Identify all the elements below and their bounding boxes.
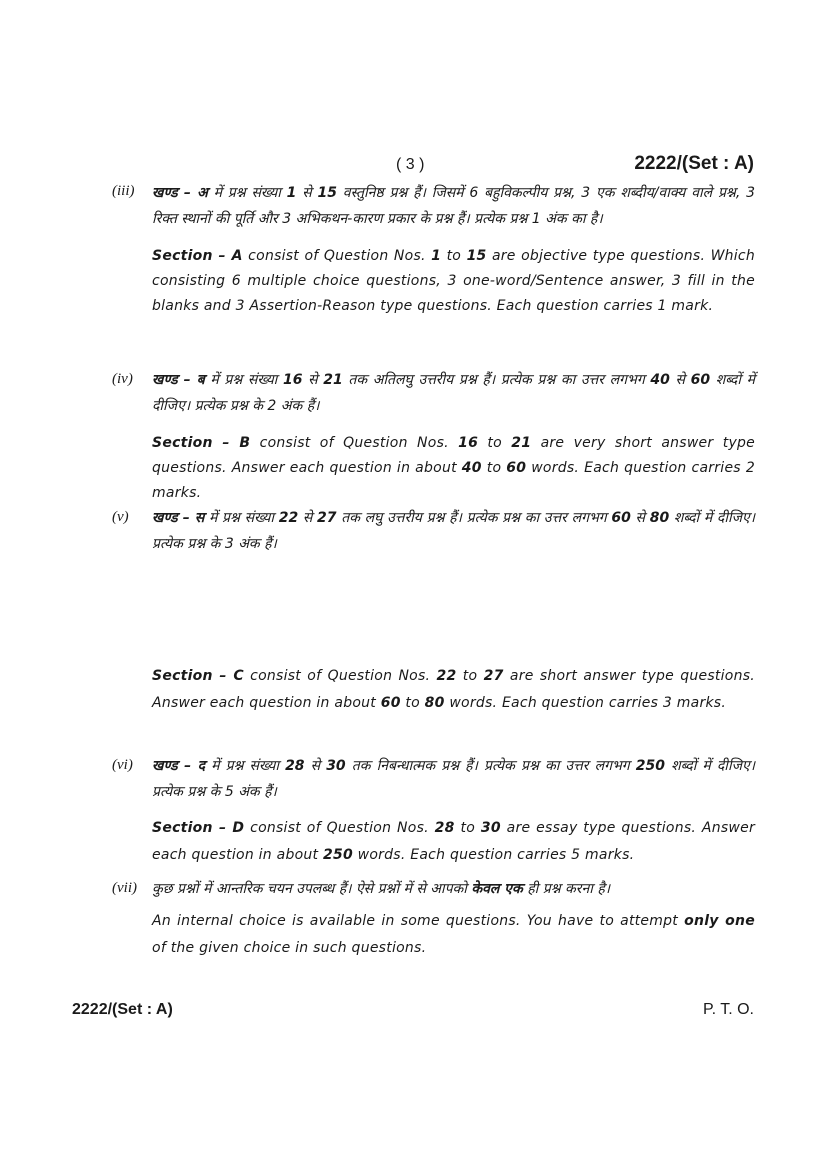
instruction-item-vi — [112, 753, 755, 869]
instruction-item-v — [112, 505, 755, 557]
page-number: ( 3 ) — [396, 156, 425, 173]
instruction-item-vii — [112, 876, 755, 962]
item-numeral: (iv) — [112, 371, 133, 387]
paper-code-footer: 2222/(Set : A) — [72, 1001, 173, 1018]
english-instruction: Section – D consist of Question Nos. 28 to 30 are essay type questions. Answer each question in about 250 words. Each question carries 5 marks. — [152, 820, 755, 863]
item-numeral: (vi) — [112, 757, 133, 773]
hindi-instruction: कुछ प्रश्नों में आन्तरिक चयन उपलब्ध हैं। ऐसे प्रश्नों में से आपको केवल एक ही प्रश्न करना है। — [152, 881, 611, 897]
hindi-instruction: खण्ड – द में प्रश्न संख्या 28 से 30 तक निबन्धात्मक प्रश्न हैं। प्रत्येक प्रश्न का उत्तर लगभग 250 शब्दों में दीजिए। प्रत्येक प्रश्न के 5 अंक हैं। — [152, 758, 755, 800]
english-instruction: An internal choice is available in some questions. You have to attempt only one of the given choice in such questions. — [152, 913, 755, 956]
hindi-instruction: खण्ड – अ में प्रश्न संख्या 1 से 15 वस्तुनिष्ठ प्रश्न हैं। जिसमें 6 बहुविकल्पीय प्रश्न, 3 एक शब्दीय/वाक्य वाले प्रश्न, 3 रिक्त स्थानों की पूर्ति और 3 अभिकथन-कारण प्रकार के प्रश्न हैं। प्रत्येक प्रश्न 1 अंक का है। — [152, 185, 755, 227]
item-numeral: (v) — [112, 509, 129, 525]
english-instruction: Section – B consist of Question Nos. 16 to 21 are very short answer type questions. Answer each question in about 40 to 60 words. Each question carries 2 marks. — [152, 435, 755, 501]
hindi-instruction: खण्ड – ब में प्रश्न संख्या 16 से 21 तक अतिलघु उत्तरीय प्रश्न हैं। प्रत्येक प्रश्न का उत्तर लगभग 40 से 60 शब्दों में दीजिए। प्रत्येक प्रश्न के 2 अंक हैं। — [152, 372, 756, 414]
english-instruction: Section – A consist of Question Nos. 1 to 15 are objective type questions. Which consisting 6 multiple choice questions, 3 one-word/Sentence answer, 3 fill in the blanks and 3 Assertion-Reason type questions. Each question carries 1 mark. — [152, 248, 755, 314]
item-numeral: (vii) — [112, 880, 137, 896]
instruction-item-v-english — [112, 663, 755, 717]
item-numeral: (iii) — [112, 183, 135, 199]
hindi-instruction: खण्ड – स में प्रश्न संख्या 22 से 27 तक लघु उत्तरीय प्रश्न हैं। प्रत्येक प्रश्न का उत्तर लगभग 60 से 80 शब्दों में दीजिए। प्रत्येक प्रश्न के 3 अंक हैं। — [152, 510, 756, 552]
instruction-item-iii — [112, 180, 755, 319]
instruction-item-iv — [112, 367, 755, 506]
paper-code-header: 2222/(Set : A) — [634, 153, 754, 174]
pto-label: P. T. O. — [703, 1001, 754, 1018]
english-instruction: Section – C consist of Question Nos. 22 to 27 are short answer type questions. Answer each question in about 60 to 80 words. Each question carries 3 marks. — [152, 668, 755, 711]
